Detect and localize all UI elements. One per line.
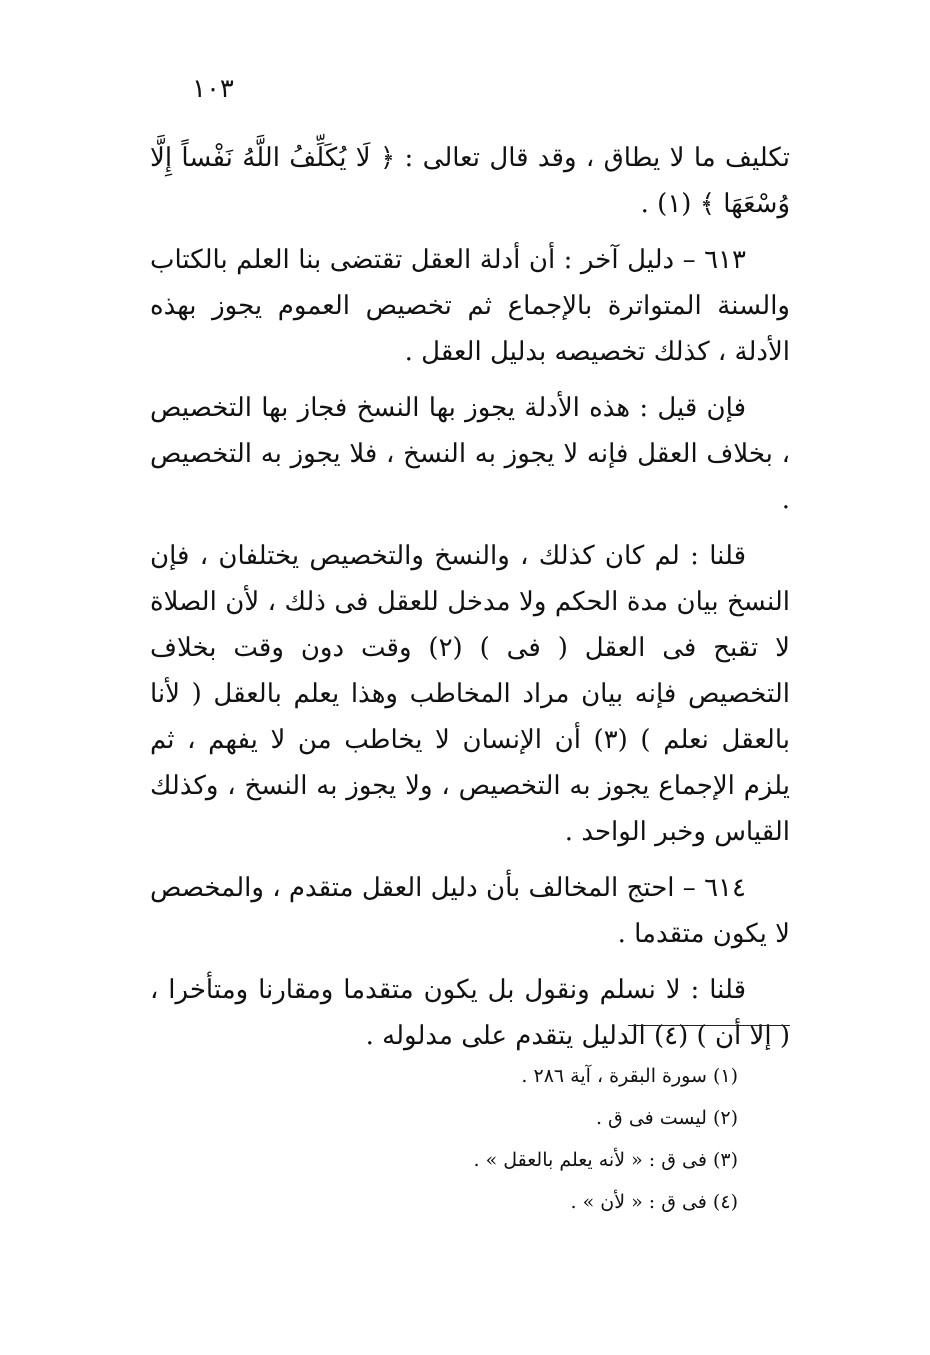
paragraph-2 [150,237,790,375]
paragraph-text: تكليف ما لا يطاق ، وقد قال تعالى : ﴿ لَا يُكَلِّفُ اللَّهُ نَفْساً إِلَّا وُسْعَهَا ﴾ (١) . [150,143,790,219]
footnotes [380,1055,738,1223]
paragraph-5 [150,865,790,957]
paragraph-1 [150,135,790,227]
footnote-1: (١) سورة البقرة ، آية ٢٨٦ . [521,1065,738,1087]
paragraph-text: ٦١٣ – دليل آخر : أن أدلة العقل تقتضى بنا العلم بالكتاب والسنة المتواترة بالإجماع ثم تخصيص العموم يجوز بهذه الأدلة ، كذلك تخصيصه بدليل العقل . [150,245,790,367]
footnote-2: (٢) ليست فى ق . [595,1107,738,1129]
paragraph-text: قلنا : لم كان كذلك ، والنسخ والتخصيص يختلفان ، فإن النسخ بيان مدة الحكم ولا مدخل للعقل فى ذلك ، لأن الصلاة لا تقبح فى العقل ( فى ) (٢) وقت دون وقت بخلاف التخصيص فإنه بيان مراد المخاطب وهذا يعلم بالعقل ( لأنا بالعقل نعلم ) (٣) أن الإنسان لا يخاطب من لا يفهم ، ثم يلزم الإجماع يجوز به التخصيص ، ولا يجوز به النسخ ، وكذلك القياس وخبر الواحد . [150,541,790,847]
footnote-4: (٤) فى ق : « لأن » . [570,1191,738,1213]
footnote-separator [628,1025,790,1026]
paragraph-6 [150,967,790,1059]
paragraph-text: ٦١٤ – احتج المخالف بأن دليل العقل متقدم ، والمخصص لا يكون متقدما . [150,873,790,949]
page-number: ١٠٣ [192,74,234,104]
paragraph-text: فإن قيل : هذه الأدلة يجوز بها النسخ فجاز بها التخصيص ، بخلاف العقل فإنه لا يجوز به النسخ ، فلا يجوز به التخصيص . [150,393,790,515]
main-text [150,135,790,1069]
paragraph-3 [150,385,790,523]
paragraph-text: قلنا : لا نسلم ونقول بل يكون متقدما ومقارنا ومتأخرا ، ( إلا أن ) (٤) الدليل يتقدم على مدلوله . [150,975,790,1051]
footnote-3: (٣) فى ق : « لأنه يعلم بالعقل » . [473,1149,738,1171]
paragraph-4 [150,533,790,855]
